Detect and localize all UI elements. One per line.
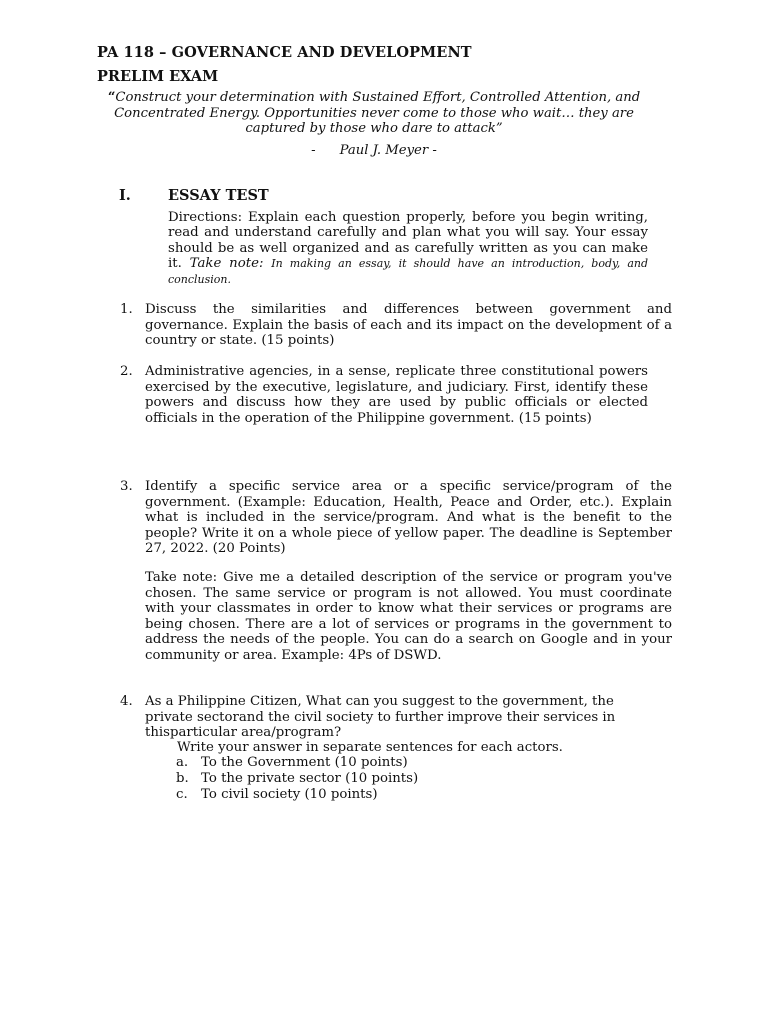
directions-paragraph [168, 210, 648, 287]
question-number: 2. [120, 364, 133, 379]
item-letter: b. [176, 771, 189, 786]
item-text: To the private sector (10 points) [201, 771, 419, 786]
question-number: 3. [120, 479, 133, 494]
take-note-label: Take note: [189, 256, 264, 272]
question-number: 1. [120, 302, 133, 317]
course-title: PA 118 – GOVERNANCE AND DEVELOPMENT [97, 44, 472, 61]
question-text: Discuss the similarities and differences between government and governance. Explain the basis of each and its impact on the development of a country or state. (15 points) [145, 302, 672, 349]
question-text: Administrative agencies, in a sense, replicate three constitutional powers exercised by the executive, legislature, and judiciary. First, identify these powers and discuss how they are used by public officials or elected officials in the operation of the Philippine government. (15 points) [145, 364, 648, 426]
quote-author-line [96, 143, 652, 158]
instruction-text: Write your answer in separate sentences for each actors. [177, 740, 563, 755]
quote-open-mark: “ [107, 90, 116, 105]
section-title: ESSAY TEST [168, 187, 269, 204]
quote-author: Paul J. Meyer [339, 143, 429, 158]
exam-title: PRELIM EXAM [97, 68, 219, 85]
directions-text: Directions: Explain each question properly, before you begin writing, read and understand carefully and plan what you will say. Your essay should be as well organized and as carefully written as you can make it. [168, 210, 648, 272]
author-dash-right: - [432, 143, 437, 158]
quote-text: Construct your determination with Sustained Effort, Controlled Attention, and Concentrated Energy. Opportunities never come to those who wait… they are captured by those who dare to attack” [114, 90, 641, 137]
question-4-instruction [145, 740, 645, 756]
question-number: 4. [120, 694, 133, 709]
section-number: I. [119, 187, 131, 204]
item-letter: c. [176, 787, 188, 802]
motivational-quote [96, 90, 652, 137]
take-note-text: In making an essay, it should have an introduction, body, and conclusion. [168, 257, 649, 286]
question-text: Identify a specific service area or a specific service/program of the government. (Example: Education, Health, Peace and Order, etc.). Explain what is included in the service/program. And what is the benefit to the people? Write it on a whole piece of yellow paper. The deadline is September 27, 2022. (20 Points) [145, 479, 672, 557]
author-dash-left: - [311, 143, 316, 158]
item-text: To civil society (10 points) [201, 787, 378, 802]
question-text: As a Philippine Citizen, What can you suggest to the government, the private sectorand the civil society to further improve their services in thisparticular area/program? [145, 694, 616, 741]
item-letter: a. [176, 755, 189, 770]
item-text: To the Government (10 points) [201, 755, 408, 770]
question-3-note: Take note: Give me a detailed description of the service or program you've chosen. The same service or program is not allowed. You must coordinate with your classmates in order to know what their services or programs are being chosen. There are a lot of services or programs in the government to address the needs of the people. You can do a search on Google and in your community or area. Example: 4Ps of DSWD. [145, 570, 672, 663]
